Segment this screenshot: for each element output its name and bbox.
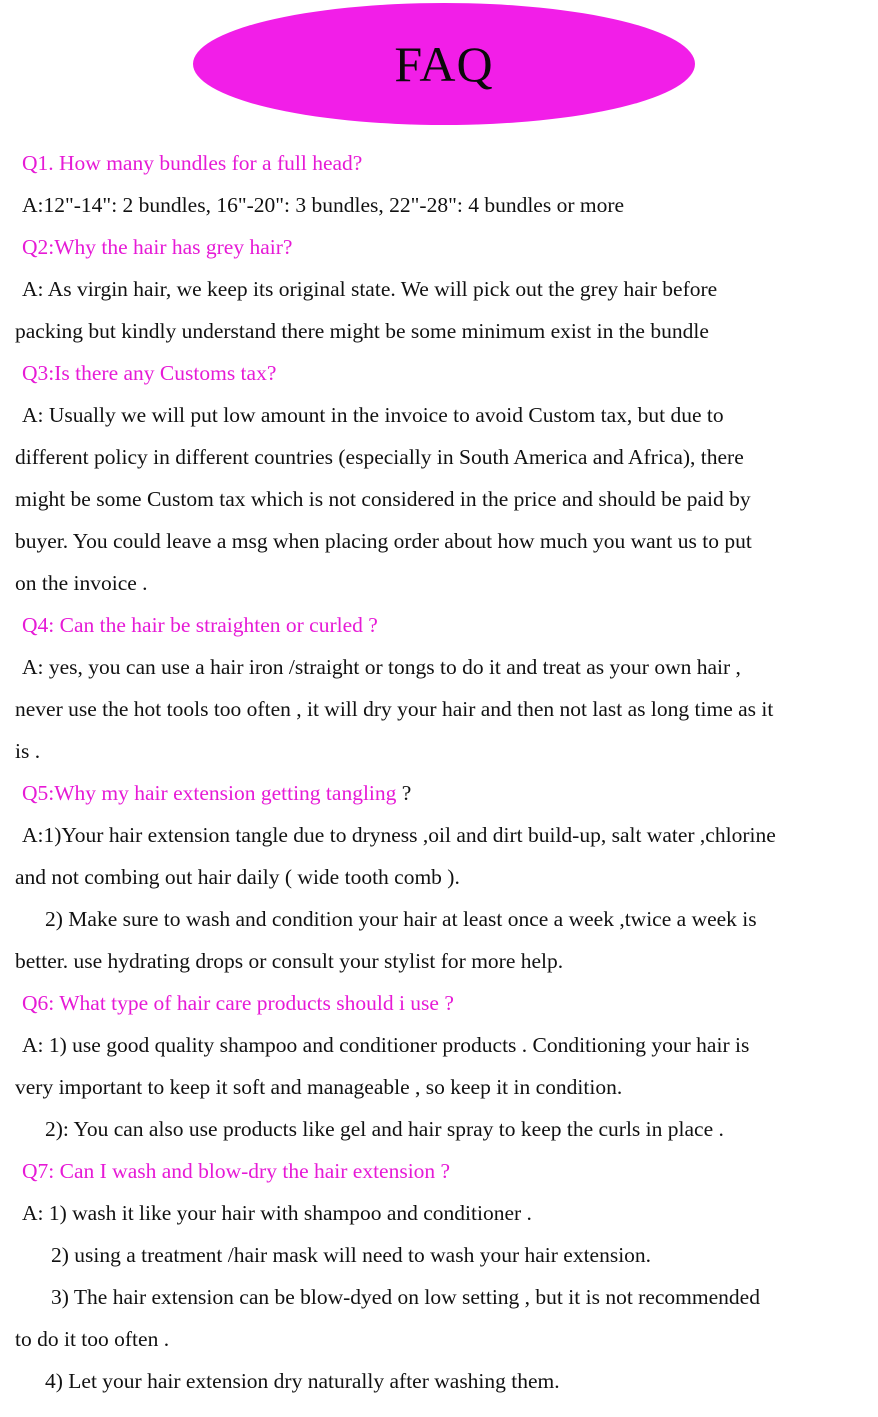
faq-list (15, 142, 870, 1402)
faq-answer-1-line-1: A:12"-14": 2 bundles, 16"-20": 3 bundles, 22"-28": 4 bundles or more (22, 193, 625, 217)
faq-question-4: Q4: Can the hair be straighten or curled ? (22, 613, 378, 637)
faq-answer-2-line-1: A: As virgin hair, we keep its original state. We will pick out the grey hair before (22, 277, 718, 301)
faq-answer-3-line-4: buyer. You could leave a msg when placing order about how much you want us to put (15, 529, 752, 553)
faq-answer-7-line-3: 3) The hair extension can be blow-dyed on low setting , but it is not recommended (51, 1285, 760, 1309)
faq-answer-4-line-3: is . (15, 739, 41, 763)
faq-answer-3-line-3: might be some Custom tax which is not considered in the price and should be paid by (15, 487, 751, 511)
faq-answer-5-line-4: better. use hydrating drops or consult your stylist for more help. (15, 949, 564, 973)
faq-answer-6-line-2: very important to keep it soft and manageable , so keep it in condition. (15, 1075, 623, 1099)
faq-answer-7-line-2: 2) using a treatment /hair mask will need to wash your hair extension. (51, 1243, 652, 1267)
faq-answer-2-line-2: packing but kindly understand there might be some minimum exist in the bundle (15, 319, 709, 343)
faq-question-1: Q1. How many bundles for a full head? (22, 151, 363, 175)
faq-answer-4-line-2: never use the hot tools too often , it will dry your hair and then not last as long time as it (15, 697, 774, 721)
page-title: FAQ (394, 36, 494, 92)
faq-answer-3-line-5: on the invoice . (15, 571, 148, 595)
faq-header-ellipse (193, 3, 695, 125)
faq-question-5-suffix: ? (396, 781, 412, 805)
faq-answer-6-line-3: 2): You can also use products like gel and hair spray to keep the curls in place . (45, 1117, 724, 1141)
faq-answer-3-line-2: different policy in different countries (especially in South America and Africa), there (15, 445, 744, 469)
faq-question-7: Q7: Can I wash and blow-dry the hair extension ? (22, 1159, 451, 1183)
faq-question-2: Q2:Why the hair has grey hair? (22, 235, 293, 259)
faq-question-3: Q3:Is there any Customs tax? (22, 361, 277, 385)
faq-question-5-text: Q5:Why my hair extension getting tangling (22, 781, 397, 805)
faq-question-5 (15, 772, 870, 814)
faq-answer-7-line-5: 4) Let your hair extension dry naturally after washing them. (45, 1369, 560, 1393)
faq-answer-3-line-1: A: Usually we will put low amount in the invoice to avoid Custom tax, but due to (22, 403, 724, 427)
faq-question-6: Q6: What type of hair care products should i use ? (22, 991, 454, 1015)
faq-answer-5-line-1: A:1)Your hair extension tangle due to dryness ,oil and dirt build-up, salt water ,chlorine (22, 823, 776, 847)
faq-answer-7-line-1: A: 1) wash it like your hair with shampoo and conditioner . (22, 1201, 532, 1225)
faq-answer-4-line-1: A: yes, you can use a hair iron /straight or tongs to do it and treat as your own hair , (22, 655, 741, 679)
faq-answer-5-line-2: and not combing out hair daily ( wide tooth comb ). (15, 865, 460, 889)
faq-answer-7-line-4: to do it too often . (15, 1327, 170, 1351)
faq-answer-6-line-1: A: 1) use good quality shampoo and conditioner products . Conditioning your hair is (22, 1033, 750, 1057)
faq-answer-5-line-3: 2) Make sure to wash and condition your hair at least once a week ,twice a week is (45, 907, 757, 931)
